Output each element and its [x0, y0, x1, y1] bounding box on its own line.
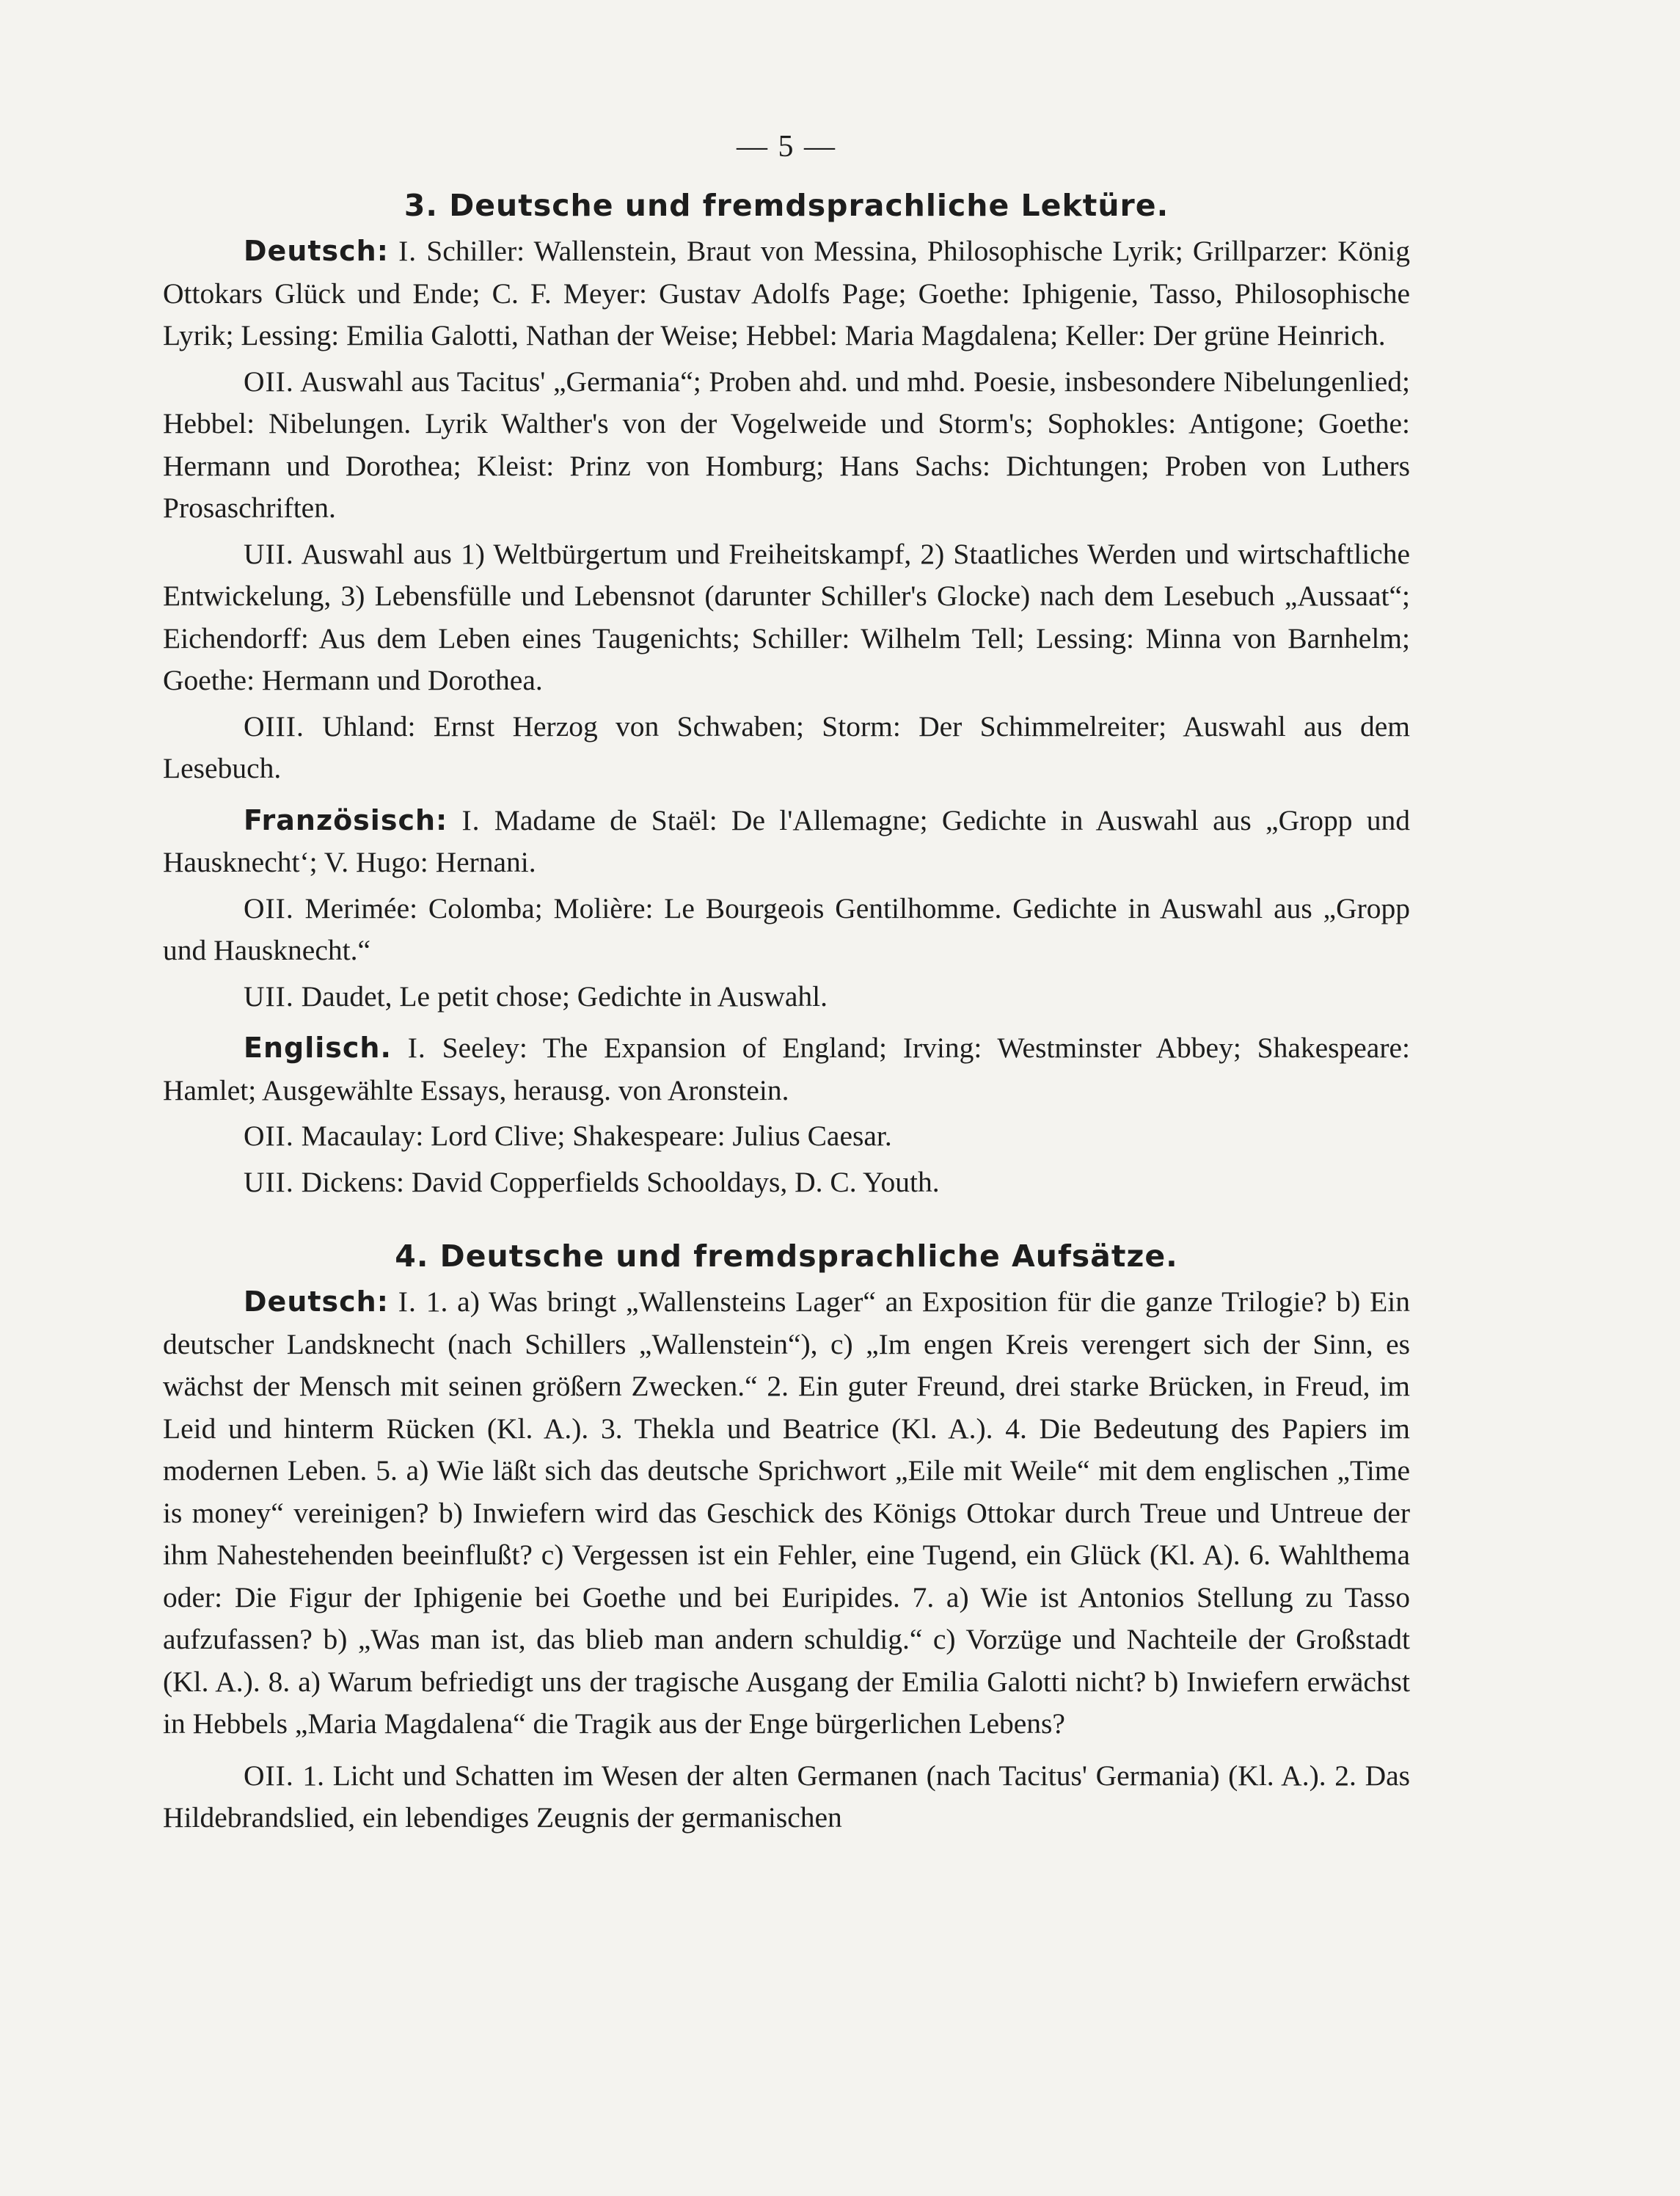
paragraph-text: Seeley: The Expansion of England; Irving: Westminster Abbey; Shakespeare: Hamlet; Ausgewählte Essays, herausg. von Aronstein. [163, 1032, 1411, 1106]
paragraph-text: Auswahl aus Tacitus' „Germania“; Proben ahd. und mhd. Poesie, insbesondere Nibelungenlied; Hebbel: Nibelungen. Lyrik Walther's von der Vogelweide und Storm's; Sophokles: Antigone; Goethe: Hermann und Dorothea; Kleist: Prinz von Homburg; Hans Sachs: Dichtungen; Proben von Luthers Prosaschriften. [163, 365, 1410, 524]
class-level: OIII. [244, 709, 304, 743]
class-level: OII. [244, 365, 294, 398]
section-lektuere [163, 183, 1410, 1203]
paragraph-text: 1. a) Was bringt „Wallensteins Lager“ an Exposition für die ganze Trilogie? b) Ein deutscher Landsknecht (nach Schillers „Wallenstein“), c) „Im engen Kreis verengert sich der Sinn, es wächst der Mensch mit seinen größern Zwecken.“ 2. Ein guter Freund, drei starke Brücken, in Freud, im Leid und hinterm Rücken (Kl. A.). 3. Thekla und Beatrice (Kl. A.). 4. Die Bedeutung des Papiers im modernen Leben. 5. a) Wie läßt sich das deutsche Sprichwort „Eile mit Weile“ mit dem englischen „Time is money“ vereinigen? b) Inwiefern wird das Geschick des Königs Ottokar durch Treue und Untreue der ihm Nahestehenden beeinflußt? c) Vergessen ist ein Fehler, eine Tugend, ein Glück (Kl. A). 6. Wahlthema oder: Die Figur der Iphigenie bei Goethe und bei Euripides. 7. a) Wie ist Antonios Stellung zu Tasso aufzufassen? b) „Was man ist, das blieb man andern schuldig.“ c) Vorzüge und Nachteile der Großstadt (Kl. A.). 8. a) Warum befriedigt uns der tragische Ausgang der Emilia Galotti nicht? b) Inwiefern erwächst in Hebbels „Maria Magdalena“ die Tragik aus der Enge bürgerlichen Lebens? [163, 1285, 1411, 1740]
paragraph-englisch-OII [163, 1115, 1410, 1158]
paragraph-aufsatz-deutsch-OII [163, 1755, 1410, 1839]
class-level: I. [461, 803, 481, 836]
paragraph-text: Uhland: Ernst Herzog von Schwaben; Storm: Der Schimmelreiter; Auswahl aus dem Lesebuch. [163, 709, 1410, 784]
class-level: UII. [244, 980, 294, 1013]
section-heading-aufsaetze: 4. Deutsche und fremdsprachliche Aufsätze. [395, 1239, 1178, 1274]
section-aufsaetze [163, 1234, 1410, 1839]
paragraph-franzoesisch-UII [163, 976, 1410, 1018]
section-heading-lektuere: 3. Deutsche und fremdsprachliche Lektüre. [403, 188, 1169, 223]
class-level: UII. [244, 537, 294, 570]
paragraph-deutsch-I [163, 230, 1410, 357]
paragraph-text: Schiller: Wallenstein, Braut von Messina, Philosophische Lyrik; Grillparzer: König Ottokars Glück und Ende; C. F. Meyer: Gustav Adolfs Page; Goethe: Iphigenie, Tasso, Philosophische Lyrik; Lessing: Emilia Galotti, Nathan der Weise; Hebbel: Maria Magdalena; Keller: Der grüne Heinrich. [163, 235, 1411, 351]
paragraph-text: Macaulay: Lord Clive; Shakespeare: Julius Caesar. [301, 1120, 892, 1152]
paragraph-franzoesisch-OII [163, 888, 1410, 972]
class-level: OII. [244, 1759, 294, 1792]
paragraph-deutsch-OII [163, 361, 1410, 530]
page-number: — 5 — [737, 130, 836, 164]
paragraph-text: Dickens: David Copperfields Schooldays, D. C. Youth. [301, 1165, 940, 1198]
class-level: I. [398, 235, 417, 267]
class-level: UII. [244, 1165, 294, 1198]
paragraph-englisch-I [163, 1027, 1410, 1112]
language-label: Englisch. [244, 1032, 392, 1064]
language-label: Deutsch: [244, 235, 389, 267]
paragraph-text: Daudet, Le petit chose; Gedichte in Auswahl. [301, 980, 828, 1013]
language-label: Französisch: [244, 803, 448, 836]
paragraph-text: Merimée: Colomba; Molière: Le Bourgeois Gentilhomme. Gedichte in Auswahl aus „Gropp und Hausknecht.“ [163, 891, 1411, 966]
document-page [163, 125, 1410, 1843]
paragraph-deutsch-UII [163, 533, 1410, 702]
class-level: OII. [244, 891, 294, 924]
language-label: Deutsch: [244, 1285, 389, 1318]
class-level: I. [407, 1032, 426, 1064]
paragraph-aufsatz-deutsch-I [163, 1281, 1410, 1746]
paragraph-franzoesisch-I [163, 800, 1410, 884]
paragraph-deutsch-OIII [163, 706, 1410, 790]
class-level: I. [398, 1285, 417, 1318]
paragraph-text: Madame de Staël: De l'Allemagne; Gedichte in Auswahl aus „Gropp und Hausknecht‘; V. Hugo: Hernani. [163, 803, 1410, 878]
paragraph-englisch-UII [163, 1161, 1410, 1204]
paragraph-text: Auswahl aus 1) Weltbürgertum und Freiheitskampf, 2) Staatliches Werden und wirtschaftliche Entwickelung, 3) Lebensfülle und Lebensnot (darunter Schiller's Glocke) nach dem Lesebuch „Aussaat“; Eichendorff: Aus dem Leben eines Taugenichts; Schiller: Wilhelm Tell; Lessing: Minna von Barnhelm; Goethe: Hermann und Dorothea. [163, 537, 1410, 696]
paragraph-text: 1. Licht und Schatten im Wesen der alten Germanen (nach Tacitus' Germania) (Kl. A.). 2. Das Hildebrandslied, ein lebendiges Zeugnis der germanischen [163, 1759, 1410, 1834]
class-level: OII. [244, 1120, 294, 1152]
